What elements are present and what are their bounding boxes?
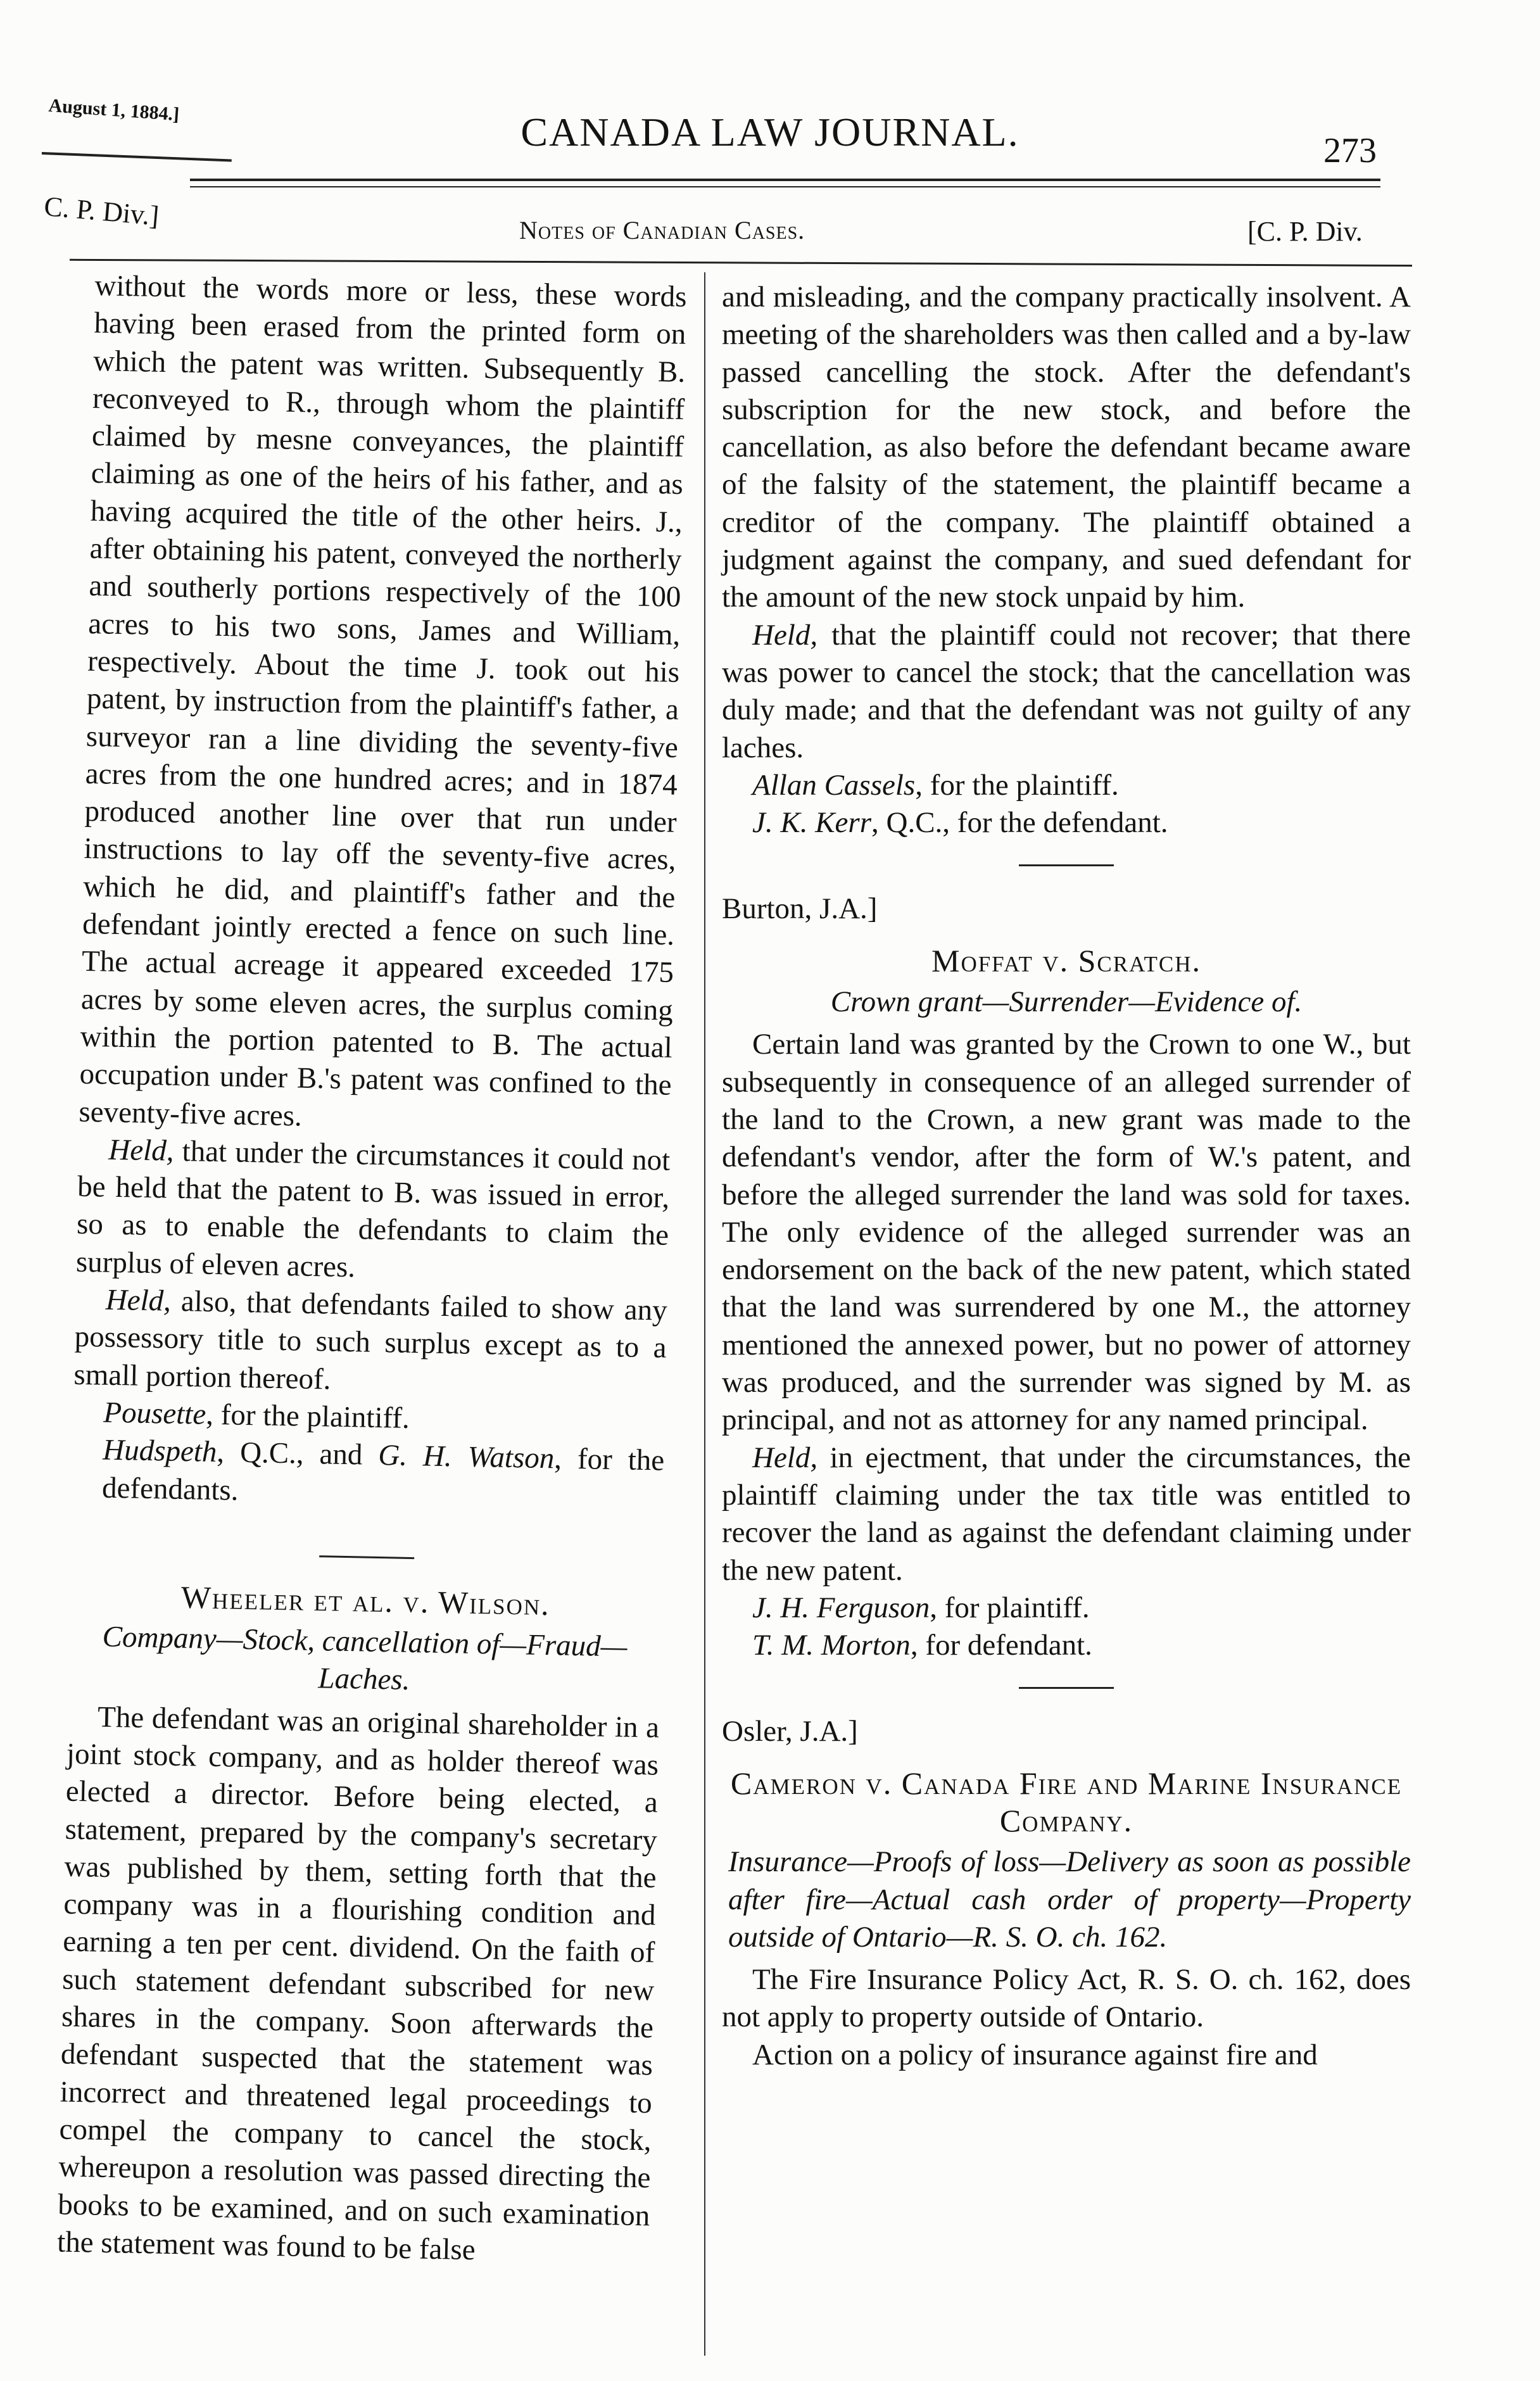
held-label: Held,: [752, 1441, 818, 1474]
counsel-name: J. K. Kerr: [752, 806, 871, 840]
case-body-paragraph: Action on a policy of insurance against fire and: [752, 2038, 1318, 2071]
case-body-paragraph: without the words more or less, these words having been erased from the printed form on which the patent was written. Subsequently B. reconveyed to R., through whom the plaintiff claimed by mesne conveyances, the plaintiff claiming as one of the heirs of his father, and as having acquired the title of the other heirs. J., after obtaining his patent, conveyed the northerly and southerly portions respectively of the 100 acres to his two sons, James and William, respectively. About the time J. took out his patent, by instruction from the plaintiff's father, a surveyor ran a line dividing the seventy-five acres from the one hundred acres; and in 1874 produced another line over that run under instructions to lay off the seventy-five acres, which he did, and plaintiff's father and the defendant jointly erected a fence on such line. The actual acreage it appeared exceeded 175 acres by some eleven acres, the surplus coming within the portion patented to B. The actual occupation under B.'s patent was confined to the seventy-five acres.: [79, 269, 687, 1133]
case-body-paragraph: Certain land was granted by the Crown to one W., but subsequently in consequence of an alleged surrender of the land to the Crown, a new grant was made to the defendant's vendor, after the form of W.'s patent, and before the alleged surrender the land was sold for taxes. The only evidence of the alleged surrender was an endorsement on the back of the new patent, which stated that the land was surrendered by one M., the attorney mentioned the annexed power, but no power of attorney was produced, and the surrender was signed by M. as principal, and not as attorney for any named principal.: [722, 1028, 1411, 1437]
counsel-name: J. H. Ferguson: [752, 1591, 930, 1624]
left-column: [57, 267, 687, 2273]
counsel-line: Allan Cassels, for the plaintiff.: [752, 768, 1119, 802]
holding-paragraph: [75, 1131, 670, 1292]
right-column: [722, 279, 1411, 2074]
subheader-rule: [70, 259, 1412, 267]
case-body-paragraph: The Fire Insurance Policy Act, R. S. O. ch. 162, does not apply to property outside of Ontario.: [722, 1963, 1411, 2034]
held-label: Held,: [105, 1283, 172, 1318]
held-label: Held,: [752, 618, 818, 652]
case-subject: Insurance—Proofs of loss—Delivery as soon as possible after fire—Actual cash order of property—Property outside of Ontario—R. S. O. ch. 162.: [728, 1845, 1411, 1954]
judge-label: Osler, J.A.]: [722, 1715, 858, 1748]
case-subject: Crown grant—Surrender—Evidence of.: [830, 985, 1303, 1019]
holding-paragraph: [722, 1439, 1411, 1589]
section-separator: [1019, 864, 1114, 866]
case-body-paragraph: and misleading, and the company practically insolvent. A meeting of the shareholders was then called and a by-law passed cancelling the stock. After the defendant's subscription for the new stock, and before the cancellation, as also before the defendant became aware of the falsity of the statement, the plaintiff became a creditor of the company. The plaintiff obtained a judgment against the company, and sued defendant for the amount of the new stock unpaid by him.: [722, 281, 1411, 614]
column-divider: [704, 272, 705, 2356]
court-division-left: C. P. Div.]: [42, 190, 160, 232]
case-title: Cameron v. Canada Fire and Marine Insurance Company.: [730, 1765, 1403, 1838]
header-rule: [190, 179, 1380, 181]
journal-title: CANADA LAW JOURNAL.: [521, 110, 1019, 155]
counsel-name: Allan Cassels: [752, 768, 916, 802]
holding-paragraph: [722, 617, 1411, 767]
held-text: that under the circumstances it could not be held that the patent to B. was issued in error, so as to enable the defendants to claim the surplus of eleven acres.: [75, 1134, 671, 1284]
court-division-right: [C. P. Div.: [1247, 216, 1363, 247]
counsel-name: Hudspeth: [102, 1433, 217, 1469]
judge-label: Burton, J.A.]: [722, 892, 878, 926]
counsel-line: J. K. Kerr, Q.C., for the defendant.: [752, 806, 1168, 840]
case-body-paragraph: The defendant was an original shareholder in a joint stock company, and as holder thereof was elected a director. Before being elected, a statement, prepared by the company's secretary was published by them, setting forth that the company was in a flourishing condition and earning a ten per cent. dividend. On the faith of such statement defendant subscribed for new shares in the company. Soon afterwards the defendant suspected that the statement was incorrect and threatened legal proceedings to compel the company to cancel the stock, whereupon a resolution was passed directing the books to be examined, and on such examination the statement was found to be false: [56, 1700, 660, 2266]
case-title: Wheeler et al. v. Wilson.: [180, 1579, 551, 1622]
section-separator: [319, 1555, 414, 1559]
section-separator: [1019, 1687, 1114, 1689]
counsel-line: J. H. Ferguson, for plaintiff.: [752, 1591, 1090, 1624]
counsel-line: Pousette, for the plaintiff.: [103, 1396, 410, 1435]
issue-date: August 1, 1884.]: [47, 95, 180, 125]
counsel-name: T. M. Morton: [752, 1629, 911, 1662]
held-text: also, that defendants failed to show any possessory title to such surplus except as to a small portion thereof.: [73, 1284, 668, 1396]
counsel-name: Pousette: [103, 1396, 206, 1431]
section-title: Notes of Canadian Cases.: [519, 216, 805, 244]
page-number: 273: [1323, 131, 1377, 170]
case-title: Moffat v. Scratch.: [931, 942, 1201, 978]
case-subject: Company—Stock, cancellation of—Fraud—Laches.: [102, 1620, 628, 1697]
held-label: Held,: [108, 1133, 175, 1168]
counsel-name: G. H. Watson: [377, 1439, 555, 1475]
counsel-line: T. M. Morton, for defendant.: [752, 1629, 1092, 1662]
held-text: in ejectment, that under the circumstances, the plaintiff claiming under the tax title was entitled to recover the land as against the defendant claiming under the new patent.: [722, 1441, 1411, 1587]
held-text: that the plaintiff could not recover; that there was power to cancel the stock; that the cancellation was duly made; and that the defendant was not guilty of any laches.: [722, 618, 1411, 764]
holding-paragraph: [73, 1281, 667, 1405]
header-rule-thin: [190, 186, 1380, 187]
counsel-line: Hudspeth, Q.C., and G. H. Watson, for the defendants.: [101, 1433, 665, 1507]
